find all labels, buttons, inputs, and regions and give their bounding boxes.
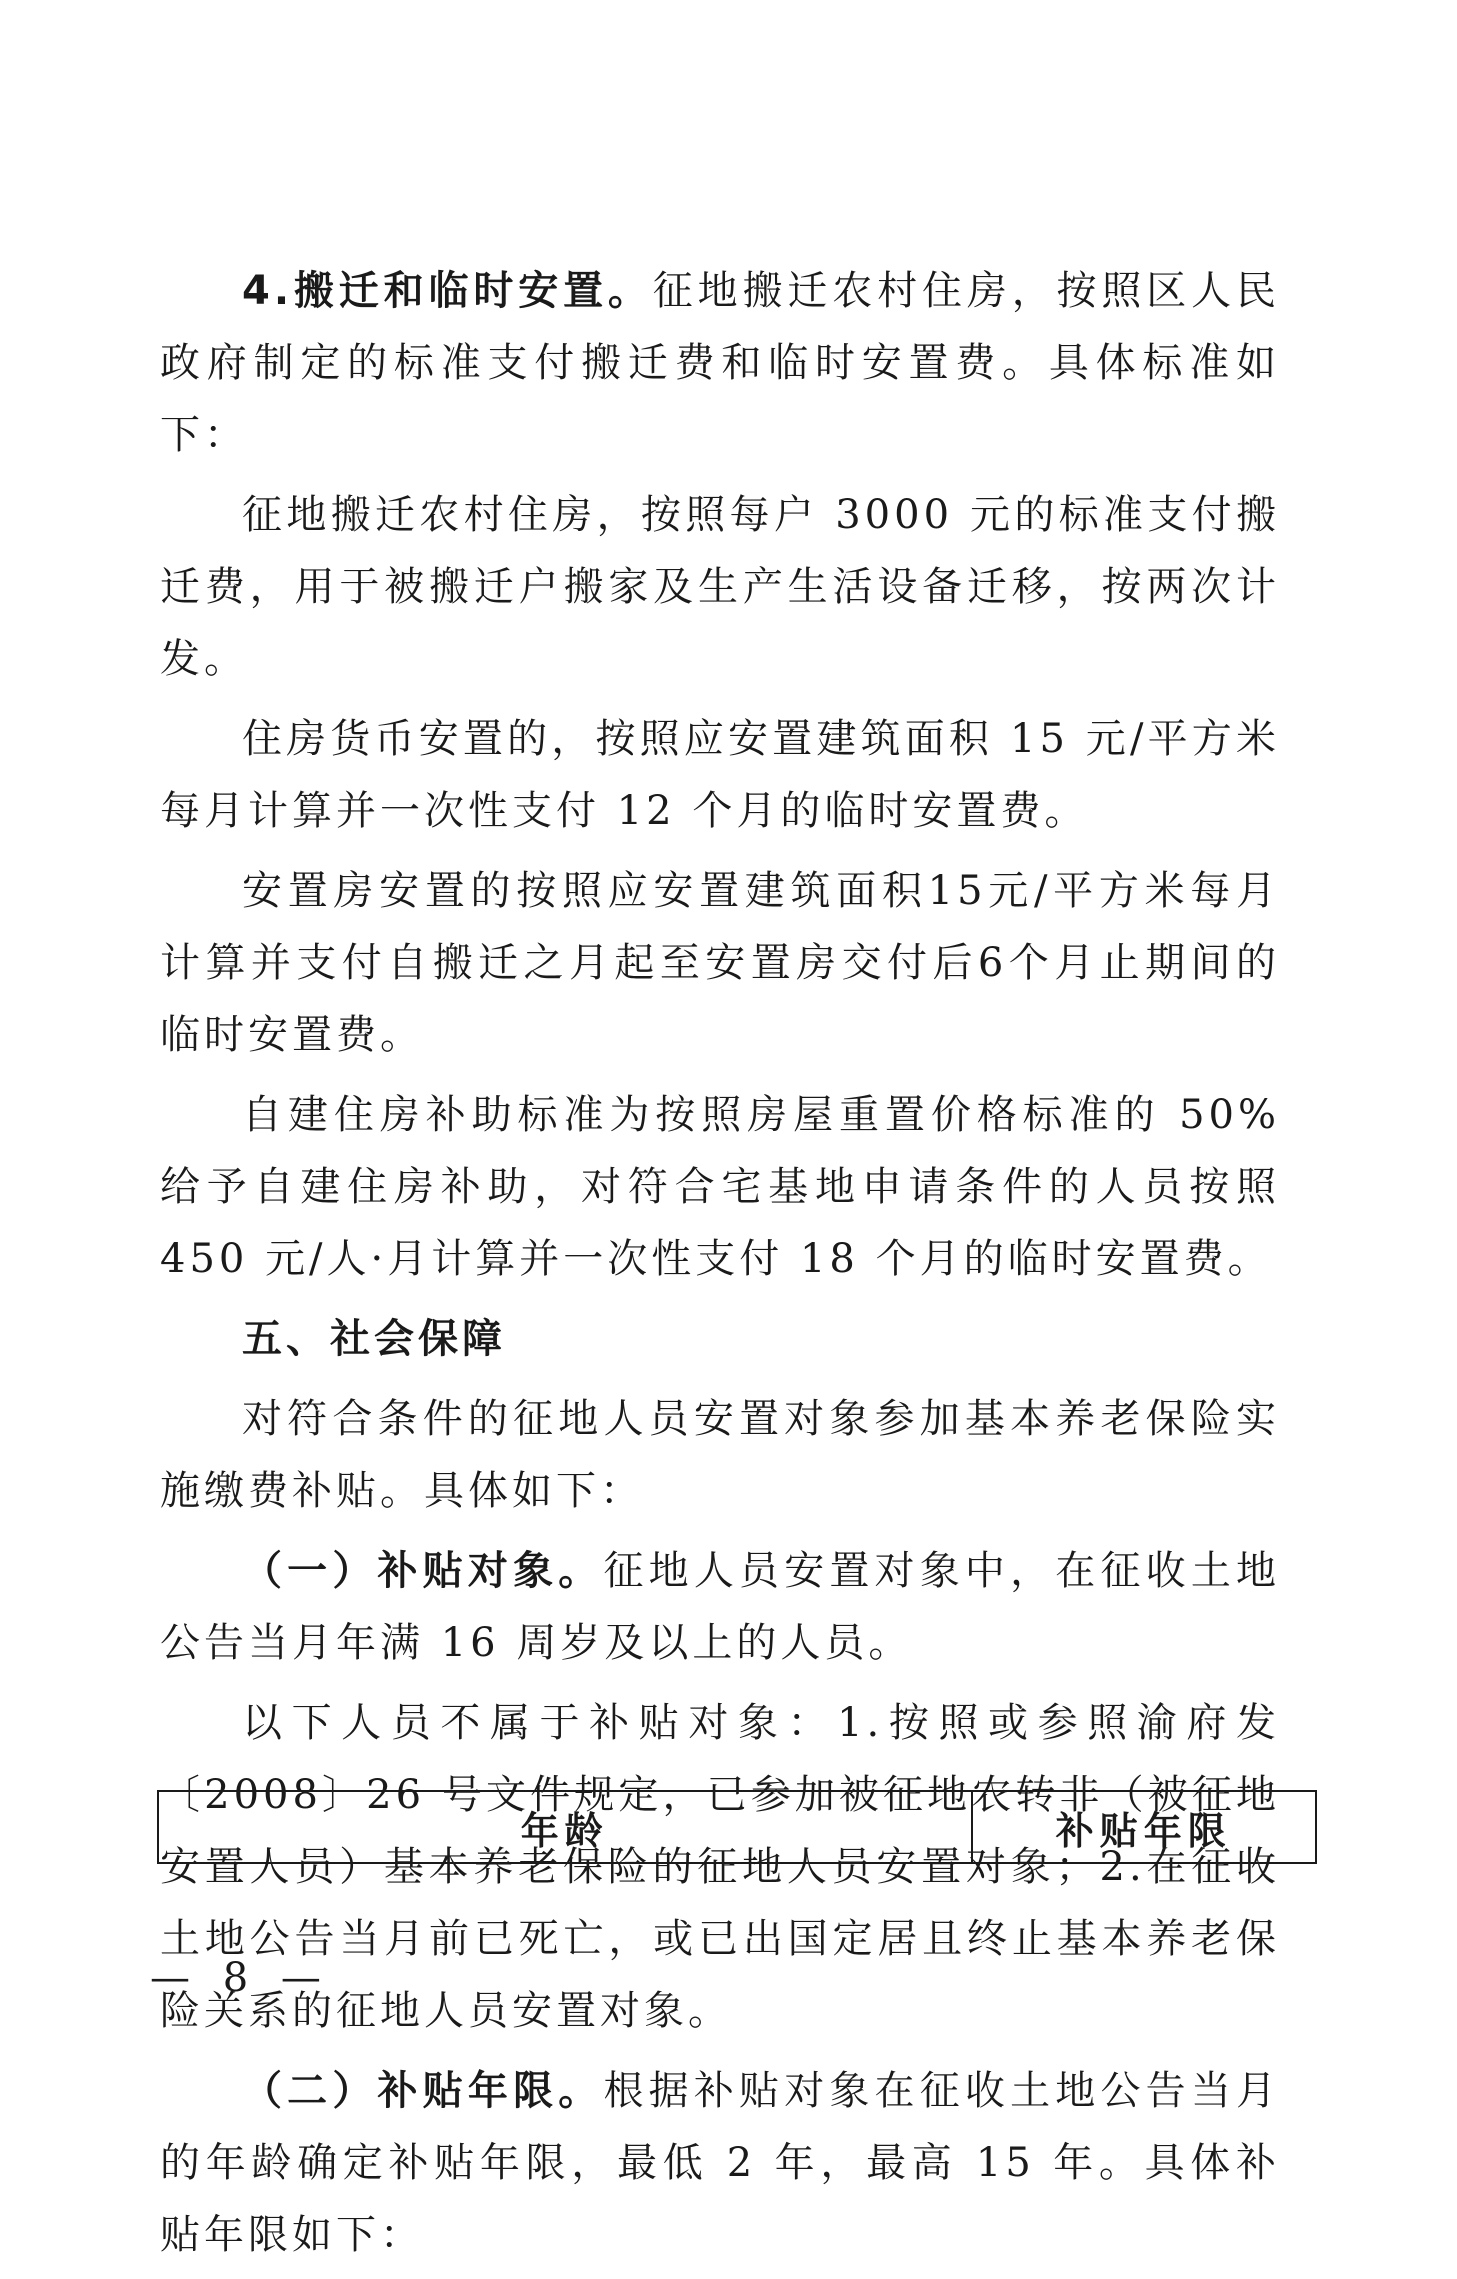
subsidy-target-lead: （一）补贴对象。: [242, 1548, 604, 1594]
section-4-lead: 4.搬迁和临时安置。: [242, 268, 653, 314]
section-5-heading: 五、社会保障: [242, 1316, 506, 1362]
subsidy-years-paragraph: [160, 2055, 1280, 2271]
section-5-intro: 对符合条件的征地人员安置对象参加基本养老保险实施缴费补贴。具体如下：: [160, 1396, 1280, 1514]
table-header-age: 年龄: [158, 1791, 972, 1863]
table-header-subsidy-years: 补贴年限: [972, 1791, 1316, 1863]
subsidy-years-lead: （二）补贴年限。: [242, 2068, 604, 2114]
section-4-paragraph: [160, 255, 1280, 471]
subsidy-years-text: 根据补贴对象在征收土地公告当月的年龄确定补贴年限，最低 2 年，最高 15 年。具体补贴年限如下：: [160, 2068, 1281, 2258]
subsidy-target-paragraph: [160, 1535, 1280, 1679]
page-number: — 8 —: [150, 1955, 331, 2001]
table-header-row: [158, 1791, 1316, 1863]
relocation-fee-paragraph: 征地搬迁农村住房，按照每户 3000 元的标准支付搬迁费，用于被搬迁户搬家及生产生活设备迁移，按两次计发。: [160, 492, 1280, 682]
section-4-text: 征地搬迁农村住房，按照区人民政府制定的标准支付搬迁费和临时安置费。具体标准如下：: [160, 268, 1281, 458]
housing-resettlement-paragraph: 安置房安置的按照应安置建筑面积15元/平方米每月计算并支付自搬迁之月起至安置房交付后6个月止期间的临时安置费。: [160, 868, 1280, 1058]
subsidy-years-table: [157, 1790, 1317, 1864]
self-built-housing-paragraph: 自建住房补助标准为按照房屋重置价格标准的 50%给予自建住房补助，对符合宅基地申请条件的人员按照 450 元/人·月计算并一次性支付 18 个月的临时安置费。: [160, 1092, 1280, 1282]
excluded-persons-paragraph: 以下人员不属于补贴对象：1.按照或参照渝府发〔2008〕26 号文件规定，已参加被征地农转非（被征地安置人员）基本养老保险的征地人员安置对象；2.在征收土地公告当月前已死亡，或已出国定居且终止基本养老保险关系的征地人员安置对象。: [160, 1700, 1280, 2034]
subsidy-target-text: 征地人员安置对象中，在征收土地公告当月年满 16 周岁及以上的人员。: [160, 1548, 1281, 1666]
monetary-resettlement-paragraph: 住房货币安置的，按照应安置建筑面积 15 元/平方米每月计算并一次性支付 12 个月的临时安置费。: [160, 716, 1280, 834]
